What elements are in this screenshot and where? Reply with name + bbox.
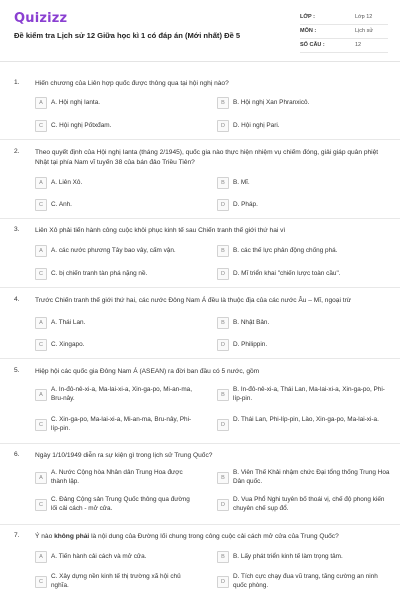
option-text: D. Pháp. — [233, 201, 258, 208]
option-c[interactable] — [35, 198, 195, 213]
option-letter-box: D — [217, 120, 229, 132]
option-letter-box: C — [35, 120, 47, 132]
option-text: D. Philippin. — [233, 341, 268, 348]
question-number: 3. — [14, 226, 20, 233]
option-letter-box: B — [217, 97, 229, 109]
option-text: B. Nhật Bản. — [233, 319, 270, 326]
question-text-before: Ý nào — [35, 533, 55, 540]
divider — [0, 287, 400, 288]
option-d[interactable] — [217, 572, 390, 594]
option-letter-box: C — [35, 268, 47, 280]
divider — [0, 443, 400, 444]
option-letter-box: A — [35, 472, 47, 484]
option-text: A. Thái Lan. — [51, 319, 86, 326]
option-b[interactable] — [217, 244, 390, 259]
meta-value: Lịch sử — [355, 28, 374, 34]
option-text: B. In-đô-nê-xi-a, Thái Lan, Ma-lai-xi-a, Xin-ga-po, Phi-líp-pin. — [233, 386, 385, 402]
option-b[interactable] — [217, 96, 390, 111]
question-text: Hiệp hội các quốc gia Đông Nam Á (ASEAN) ra đời ban đầu có 5 nước, gồm — [35, 368, 260, 375]
option-letter-box: C — [35, 419, 47, 431]
option-text: B. Viên Thế Khải nhậm chức Đại tổng thống Trung Hoa Dân quốc. — [233, 469, 390, 485]
option-letter-box: D — [217, 499, 229, 511]
option-d[interactable] — [217, 338, 390, 353]
option-letter-box: B — [217, 551, 229, 563]
document-header — [0, 0, 400, 62]
option-c[interactable] — [35, 495, 195, 517]
option-letter-box: C — [35, 499, 47, 511]
option-text: C. Hội nghị Pốtxđam. — [51, 122, 112, 129]
option-d[interactable] — [217, 119, 390, 134]
option-text: D. Mĩ triển khai "chiến lược toàn cầu". — [233, 270, 341, 277]
option-c[interactable] — [35, 267, 195, 282]
question-text: Liên Xô phải tiến hành công cuộc khôi phục kinh tế sau Chiến tranh thế giới thứ hai vì — [35, 227, 286, 234]
option-letter-box: A — [35, 177, 47, 189]
option-a[interactable] — [35, 316, 195, 331]
question-number: 5. — [14, 367, 20, 374]
document-title: Đề kiểm tra Lịch sử 12 Giữa học kì 1 có đáp án (Mới nhất) Đề 5 — [14, 31, 241, 40]
option-c[interactable] — [35, 415, 195, 437]
option-text: B. Lấy phát triển kinh tế làm trọng tâm. — [233, 553, 343, 560]
divider — [0, 524, 400, 525]
option-d[interactable] — [217, 415, 390, 437]
option-letter-box: A — [35, 97, 47, 109]
option-letter-box: D — [217, 199, 229, 211]
meta-label: MÔN : — [300, 28, 317, 34]
option-d[interactable] — [217, 198, 390, 213]
option-text: D. Hội nghị Pari. — [233, 122, 280, 129]
option-text: B. Hội nghị Xan Phranxicô. — [233, 99, 310, 106]
option-letter-box: D — [217, 576, 229, 588]
question-text: Theo quyết định của Hội nghị Ianta (tháng 2/1945), quốc gia nào thực hiện nhiệm vụ chiếm đóng, giải giáp quân phiệt Nhật tại phía Nam vĩ tuyến 38 của bán đảo Triều Tiên? — [35, 149, 379, 166]
option-text: A. các nước phương Tây bao vây, cấm vận. — [51, 247, 176, 254]
option-a[interactable] — [35, 550, 195, 565]
option-c[interactable] — [35, 119, 195, 134]
option-text: D. Tích cực chạy đua vũ trang, tăng cường an ninh quốc phòng. — [233, 573, 378, 589]
option-b[interactable] — [217, 468, 390, 490]
option-text: C. Xây dựng nền kinh tế thị trường xã hội chủ nghĩa. — [51, 573, 181, 589]
option-letter-box: C — [35, 576, 47, 588]
option-d[interactable] — [217, 267, 390, 282]
question-number: 4. — [14, 296, 20, 303]
question-number: 1. — [14, 79, 20, 86]
meta-value: 12 — [355, 42, 362, 48]
option-text: C. Xingapo. — [51, 341, 85, 348]
meta-row-count — [300, 39, 388, 53]
question-text: Ngày 1/10/1949 diễn ra sự kiện gì trong lịch sử Trung Quốc? — [35, 452, 213, 459]
option-c[interactable] — [35, 572, 195, 594]
option-text: A. Tiến hành cải cách và mở cửa. — [51, 553, 147, 560]
option-letter-box: B — [217, 245, 229, 257]
option-text: A. Nước Cộng hòa Nhân dân Trung Hoa được thành lập. — [51, 469, 183, 485]
option-a[interactable] — [35, 244, 195, 259]
option-text: D. Thái Lan, Phi-líp-pin, Lào, Xin-ga-po, Ma-lai-xi-a. — [233, 416, 379, 423]
option-text: C. bị chiến tranh tàn phá nặng nề. — [51, 270, 148, 277]
option-b[interactable] — [217, 385, 390, 407]
question-text — [35, 532, 390, 542]
question-emphasis: không phải — [54, 533, 90, 540]
question-number: 7. — [14, 532, 20, 539]
option-text: C. Anh. — [51, 201, 72, 208]
divider — [0, 358, 400, 359]
divider — [0, 139, 400, 140]
option-text: B. các thế lực phản động chống phá. — [233, 247, 338, 254]
option-c[interactable] — [35, 338, 195, 353]
meta-value: Lớp 12 — [355, 14, 373, 20]
question-text-after: là nội dung của Đường lối chung trong công cuộc cải cách mở cửa của Trung Quốc? — [89, 533, 339, 540]
option-text: A. In-đô-nê-xi-a, Ma-lai-xi-a, Xin-ga-po, Mi-an-ma, Bru-nây. — [51, 386, 192, 402]
option-d[interactable] — [217, 495, 390, 517]
option-letter-box: D — [217, 339, 229, 351]
option-b[interactable] — [217, 316, 390, 331]
option-letter-box: B — [217, 317, 229, 329]
meta-row-class — [300, 11, 388, 25]
option-letter-box: A — [35, 389, 47, 401]
option-text: B. Mĩ. — [233, 179, 250, 186]
question-text: Hiến chương của Liên hợp quốc được thông qua tại hội nghị nào? — [35, 80, 229, 87]
option-letter-box: A — [35, 245, 47, 257]
option-letter-box: C — [35, 199, 47, 211]
option-a[interactable] — [35, 176, 195, 191]
divider — [0, 218, 400, 219]
question-number: 2. — [14, 148, 20, 155]
option-a[interactable] — [35, 468, 195, 490]
option-text: C. Xin-ga-po, Ma-lai-xi-a, Mi-an-ma, Bru-nây, Phi-líp-pin. — [51, 416, 192, 432]
option-a[interactable] — [35, 385, 195, 407]
option-a[interactable] — [35, 96, 195, 111]
option-letter-box: D — [217, 268, 229, 280]
option-text: A. Liên Xô. — [51, 179, 83, 186]
option-letter-box: B — [217, 472, 229, 484]
meta-row-subject — [300, 25, 388, 39]
option-text: A. Hội nghị Ianta. — [51, 99, 101, 106]
option-letter-box: B — [217, 177, 229, 189]
meta-panel — [300, 11, 388, 53]
question-number: 6. — [14, 451, 20, 458]
option-letter-box: C — [35, 339, 47, 351]
meta-label: SỐ CÂU : — [300, 42, 325, 48]
question-text: Trước Chiến tranh thế giới thứ hai, các nước Đông Nam Á đều là thuộc địa của các nước Âu – Mĩ, ngoại trừ — [35, 297, 352, 304]
option-letter-box: A — [35, 551, 47, 563]
quizizz-logo: Quizizz — [14, 11, 68, 26]
option-letter-box: A — [35, 317, 47, 329]
option-text: D. Vua Phổ Nghi tuyên bố thoái vị, chế độ phong kiến chuyên chế sụp đổ. — [233, 496, 385, 512]
option-text: C. Đảng Cộng sản Trung Quốc thông qua đường lối cải cách - mở cửa. — [51, 496, 190, 512]
option-letter-box: B — [217, 389, 229, 401]
option-b[interactable] — [217, 550, 390, 565]
meta-label: LỚP : — [300, 14, 315, 20]
option-b[interactable] — [217, 176, 390, 191]
option-letter-box: D — [217, 419, 229, 431]
